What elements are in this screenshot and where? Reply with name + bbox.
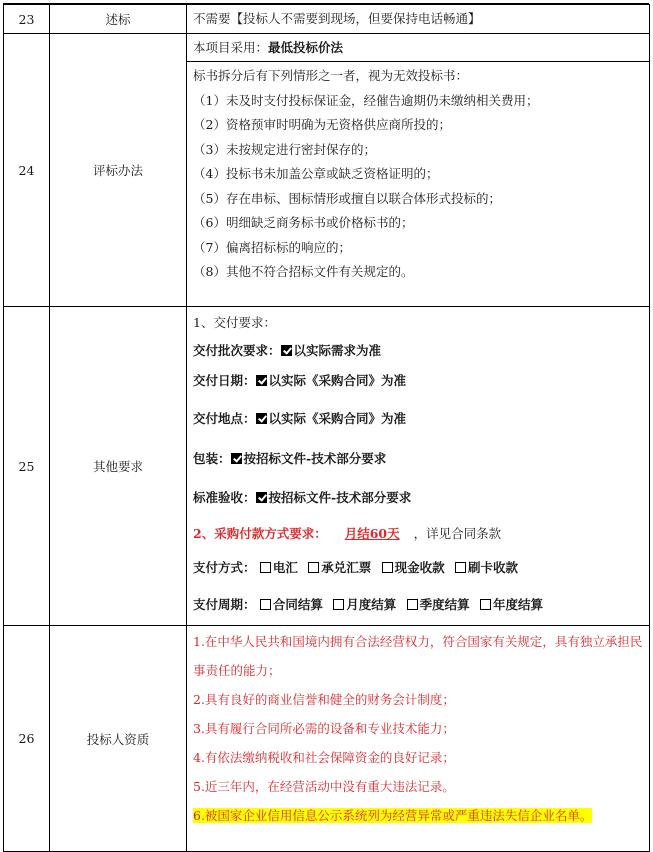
payment-cycle: 支付周期： 合同结算 月度结算 季度结算 年度结算 — [193, 597, 544, 612]
option-yearly[interactable]: 年度结算 — [480, 597, 543, 612]
row-content — [187, 307, 650, 626]
qualification-item: 2.具有良好的商业信誉和健全的财务会计制度； — [193, 692, 455, 707]
row-24 — [4, 34, 650, 307]
option-quarterly[interactable]: 季度结算 — [407, 597, 470, 612]
row-number: 23 — [4, 5, 50, 34]
checkbox-checked-icon[interactable] — [281, 345, 292, 356]
evaluation-method — [187, 34, 649, 62]
delivery-place: 交付地点： 以实际《采购合同》为准 — [193, 411, 407, 426]
checkbox-checked-icon[interactable] — [256, 375, 267, 386]
qualification-item: 4.有依法缴纳税收和社会保障资金的良好记录； — [193, 750, 455, 765]
list-item: （5）存在串标、围标情形或擅自以联合体形式投标的； — [193, 190, 501, 206]
packaging: 包装： 按招标文件-技术部分要求 — [193, 451, 387, 466]
row-label: 评标办法 — [50, 34, 187, 307]
checkbox-checked-icon[interactable] — [256, 413, 267, 424]
option-acceptance-bill[interactable]: 承兑汇票 — [308, 560, 371, 575]
option-contract[interactable]: 合同结算 — [260, 597, 323, 612]
row-content — [187, 5, 650, 34]
checkbox-icon[interactable] — [382, 562, 393, 573]
row-label: 投标人资质 — [50, 626, 187, 852]
row-number: 26 — [4, 626, 50, 852]
method-value: 最低投标价法 — [268, 40, 344, 55]
row-number: 24 — [4, 34, 50, 307]
list-item: （8）其他不符合招标文件有关规定的。 — [193, 264, 414, 279]
list-item: （7）偏离招标标的响应的； — [193, 239, 351, 255]
qualification-item: 5.近三年内，在经营活动中没有重大违法记录。 — [193, 779, 455, 794]
row-label: 述标 — [50, 5, 187, 34]
payment-suffix: ，详见合同条款 — [413, 526, 502, 541]
option-cash[interactable]: 现金收款 — [382, 560, 445, 575]
checkbox-icon[interactable] — [308, 562, 319, 573]
procurement-table — [3, 3, 649, 852]
row-content — [187, 34, 650, 307]
delivery-date: 交付日期： 以实际《采购合同》为准 — [193, 373, 407, 388]
payment-method: 支付方式： 电汇 承兑汇票 现金收款 刷卡收款 — [193, 560, 519, 575]
qualification-item-highlighted: 6.被国家企业信用信息公示系统列为经营异常或严重违法失信企业名单。 — [193, 808, 593, 823]
option-wire[interactable]: 电汇 — [260, 560, 298, 575]
checkbox-checked-icon[interactable] — [231, 453, 242, 464]
briefing-text: 不需要【投标人不需要到现场，但要保持电话畅通】 — [193, 11, 481, 26]
list-intro: 标书拆分后有下列情形之一者，视为无效投标书： — [193, 68, 469, 83]
list-item: （6）明细缺乏商务标书或价格标书的； — [193, 215, 414, 230]
list-item: （2）资格预审时明确为无资格供应商所投的； — [193, 117, 451, 132]
row-content — [187, 626, 650, 852]
option-card[interactable]: 刷卡收款 — [455, 560, 518, 575]
row-25 — [4, 307, 650, 626]
checkbox-checked-icon[interactable] — [256, 492, 267, 503]
checkbox-icon[interactable] — [480, 599, 491, 610]
checkbox-icon[interactable] — [333, 599, 344, 610]
row-number: 25 — [4, 307, 50, 626]
option-monthly[interactable]: 月度结算 — [333, 597, 396, 612]
row-23 — [4, 5, 650, 34]
checkbox-icon[interactable] — [260, 599, 271, 610]
qualification-item: 3.具有履行合同所必需的设备和专业技术能力； — [193, 721, 455, 736]
list-item: （3）未按规定进行密封保存的； — [193, 141, 376, 157]
payment-prefix: 2、采购付款方式要求： — [193, 526, 327, 541]
delivery-batch: 交付批次要求： 以实际需求为准 — [193, 343, 382, 358]
list-item: （4）投标书未加盖公章或缺乏资格证明的； — [193, 166, 439, 181]
payment-terms — [187, 517, 649, 551]
checkbox-icon[interactable] — [455, 562, 466, 573]
row-26 — [4, 626, 650, 852]
method-prefix: 本项目采用： — [193, 40, 269, 55]
acceptance: 标准验收： 按招标文件-技术部分要求 — [193, 490, 412, 505]
checkbox-icon[interactable] — [260, 562, 271, 573]
qualification-item: 1.在中华人民共和国境内拥有合法经营权力，符合国家有关规定，具有独立承担民事责任的能力； — [193, 634, 643, 678]
checkbox-icon[interactable] — [407, 599, 418, 610]
delivery-heading: 1、交付要求： — [193, 315, 276, 330]
list-item: （1）未及时支付投标保证金，经催告逾期仍未缴纳相关费用； — [193, 92, 539, 108]
row-label: 其他要求 — [50, 307, 187, 626]
invalid-bid-list — [187, 62, 649, 285]
payment-value: 月结60天 — [344, 526, 400, 541]
